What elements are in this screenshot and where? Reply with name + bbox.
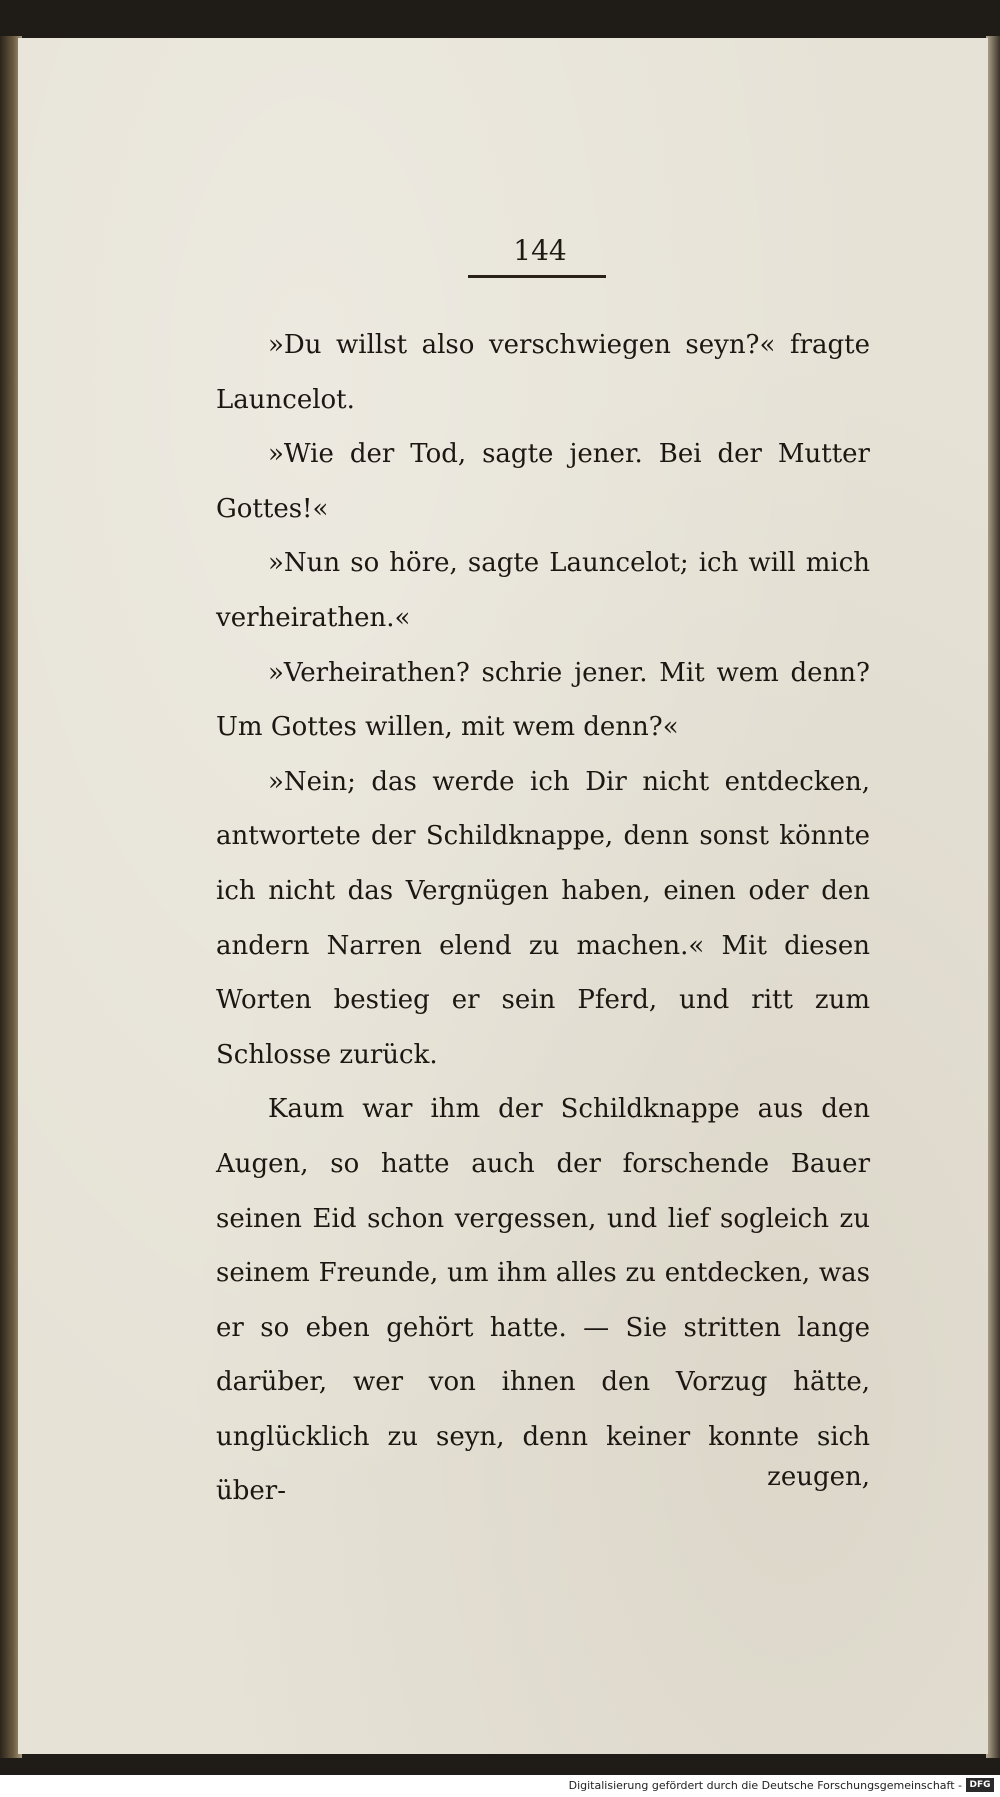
footer-bar [0, 1775, 1000, 1797]
funding-credit: Digitalisierung gefördert durch die Deutsche Forschungsgemeinschaft - [568, 1779, 962, 1792]
paragraph: Kaum war ihm der Schildknappe aus den Augen, so hatte auch der forschende Bauer seinen Eid schon vergessen, und lief sogleich zu seinem Freunde, um ihm alles zu entdecken, was er so eben gehört hatte. — Sie stritten lange darüber, wer von ihnen den Vorzug hätte, unglücklich zu seyn, denn keiner konnte sich über- [216, 1094, 870, 1507]
page-number-rule [468, 275, 606, 278]
page-edge [986, 36, 1000, 1758]
paragraph: »Nein; das werde ich Dir nicht entdecken, antwortete der Schildknappe, denn sonst könnte ich nicht das Vergnügen haben, einen oder den andern Narren elend zu machen.« Mit diesen Worten bestieg er sein Pferd, und ritt zum Schlosse zurück. [216, 766, 870, 1070]
page-text [216, 318, 870, 1519]
dfg-logo: DFG [966, 1778, 994, 1792]
page-number: 144 [513, 234, 567, 267]
paragraph: »Wie der Tod, sagte jener. Bei der Mutter Gottes!« [216, 439, 870, 524]
paragraph: »Verheirathen? schrie jener. Mit wem denn? Um Gottes willen, mit wem denn?« [216, 657, 870, 743]
paragraph: »Nun so höre, sagte Launcelot; ich will mich verheirathen.« [216, 548, 870, 633]
catchword: zeugen, [767, 1462, 870, 1492]
paragraph: »Du willst also verschwiegen seyn?« fragte Launcelot. [216, 330, 870, 415]
